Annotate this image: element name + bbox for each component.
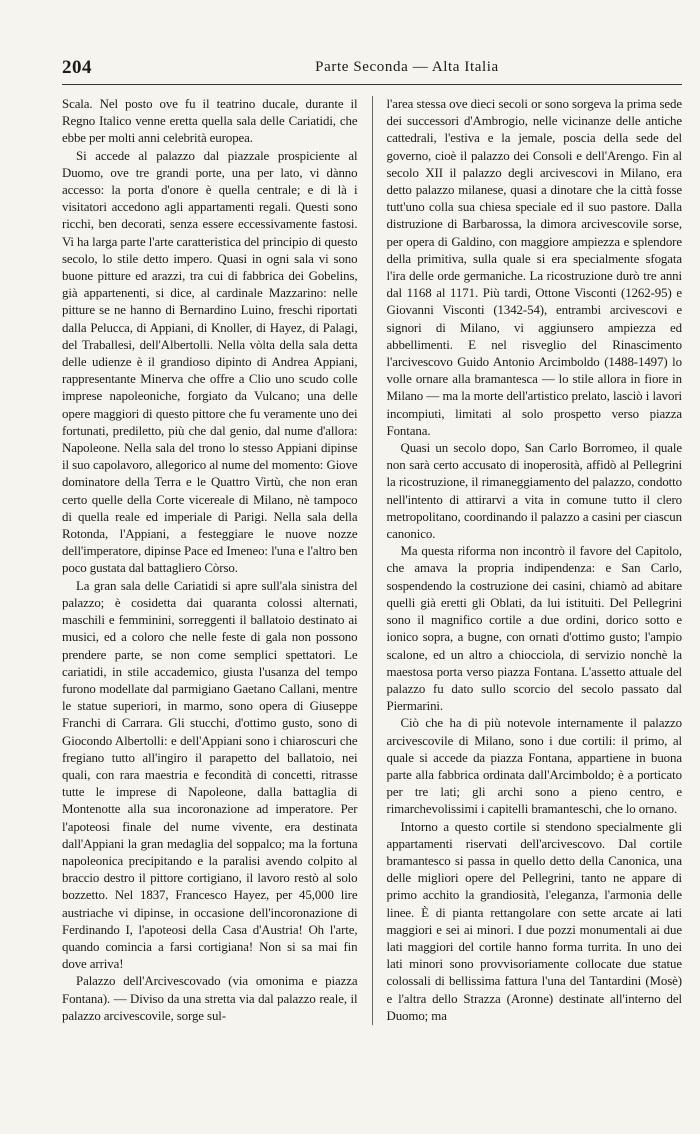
paragraph: La gran sala delle Cariatidi si apre sull'ala sinistra del palazzo; è cosidetta dai quaranta colossi alternati, maschili e femminini, sorreggenti il ballatoio destinato ai musici, ed a coloro che nelle feste di gala non possono prendere parte, se non come semplici spettatori. Le cariatidi, in stile accademico, giusta l'usanza del tempo furono modellate dal parmigiano Gaetano Callani, mentre le statue superiori, in marmo, sono opera di Giuseppe Franchi di Carrara. Gli stucchi, d'ottimo gusto, sono di Giocondo Albertolli: e dell'Appiani sono i chiaroscuri che fregiano tutto all'ingiro il parapetto del ballatoio, nei quali, con rara maestria e fecondità di concetti, ritrasse tutte le imprese di Napoleone, dalla battaglia di Montenotte alla sua incoronazione ad imperatore. Per l'apoteosi finale del nume vivente, era destinata dall'Appiani la gran medaglia del soppalco; ma la fortuna napoleonica precipitando e la paralisi avendo colpito al braccio destro il pittore cortigiano, il lavoro restò al solo bozzetto. Nel 1837, Francesco Hayez, per 45,000 lire austriache vi dipinse, in occasione dell'incoronazione di Ferdinando I, l'apoteosi della Casa d'Austria! Oh l'arte, quando comincia a farsi cortigiana! Non si sa mai fin dove arriva! — [62, 578, 358, 972]
running-head: Parte Seconda — Alta Italia — [315, 59, 499, 75]
paragraph: Si accede al palazzo dal piazzale prospiciente al Duomo, ove tre grandi porte, una per lato, vi dànno accesso: la porta d'onore è quella centrale; e di là i visitatori accedono agli appartamenti regali. Questi sono ricchi, ben decorati, senza essere eccessivamente fastosi. Vi ha larga parte l'arte caratteristica del principio di questo secolo, lo stile detto impero. Quasi in ogni sala vi sono buone pitture ed arazzi, tra cui di fabbrica dei Gobelins, già appartenenti, si dice, al cardinale Mazzarino: nelle pitture se ne hanno di Bernardino Luino, freschi riportati dalla Pelucca, di Appiani, di Knoller, di Hayez, di Palagi, del Traballesi, dell'Albertolli. Nella vòlta della sala detta delle udienze è il grandioso dipinto di Andrea Appiani, rappresentante Minerva che offre a Clio uno scudo colle imprese napoleoniche, forgiato da Vulcano; una delle opere maggiori di questo pittore che fu veramente uno dei fortunati, prediletto, più che dal genio, dal nume d'allora: Napoleone. Nella sala del trono lo stesso Appiani dipinse il suo capolavoro, allegorico al nume del momento: Giove dominatore della Terra e le Quattro Virtù, che non eran certo quelle della Corte vicereale di Milano, nè tampoco di quella reale ed imperiale di Parigi. Nella sala della Rotonda, l'Appiani, a festeggiare le nuove nozze dell'imperatore, dipinse Pace ed Imeneo: l'una e l'altro ben poco gustata dal battagliero Còrso. — [62, 148, 358, 576]
text-columns — [62, 96, 682, 1025]
paragraph: Ma questa riforma non incontrò il favore del Capitolo, che amava la propria indipendenza: e San Carlo, sospendendo la costruzione dei casini, chiamò ad abitare quelli già eretti gli Oblati, da lui istituiti. Del Pellegrini sono il magnifico cortile a due ordini, dorico sotto e ionico sopra, a bugne, con ornati d'ottimo gusto; l'ampio scalone, ed un altro a chiocciola, di servizio nonchè la maestosa porta verso piazza Fontana. L'assetto attuale del palazzo fu dato sullo scorcio del secolo passato dal Piermarini. — [386, 544, 682, 714]
paragraph: l'area stessa ove dieci secoli or sono sorgeva la prima sede dei successori d'Ambrogio, nelle vicinanze delle antiche cattedrali, l'estiva e la jemale, poscia della sede del governo, cioè il palazzo dei Consoli e dell'Arengo. Fin al secolo XII il palazzo degli arcivescovi in Milano, era detto palazzo milanese, quasi a dinotare che la città fosse tutt'uno colla sua chiesa speciale ed il suo pastore. Dalla distruzione di Barbarossa, la dimora arcivescovile sorse, per opera di Galdino, con maggiore ampiezza e splendore della primitiva, sulla quale si era specialmente sfogata l'ira delle orde germaniche. La ricostruzione durò tre anni dal 1168 al 1171. Più tardi, Ottone Visconti (1262-95) e Giovanni Visconti (1342-54), entrambi arcivescovi e signori di Milano, vi aggiunsero ampiezza ed abbellimenti. E nel risveglio del Rinascimento l'arcivescovo Guido Antonio Arcimboldo (1488-1497) lo volle ornare alla bramantesca — lo stile allora in fiore in Milano — ma la morte dell'artistico prelato, lasciò i lavori incompiuti, limitati al solo prospetto verso piazza Fontana. — [386, 97, 682, 438]
right-column — [387, 96, 683, 1025]
paragraph: Quasi un secolo dopo, San Carlo Borromeo, il quale non sarà certo accusato di inoperosità, affidò al Pellegrini la ricostruzione, il rimaneggiamento del palazzo, condotto nell'intento di attirarvi a vita in comune tutto il clero metropolitano, coordinando il palazzo a casini per ciascun canonico. — [386, 441, 682, 542]
header-rule — [62, 84, 682, 85]
paragraph: Ciò che ha di più notevole internamente il palazzo arcivescovile di Milano, sono i due cortili: il primo, al quale si accede da piazza Fontana, appartiene in buona parte alla fabbrica ordinata dall'Arcimboldo; è a porticato per tre lati; gli archi sono a pieno centro, e rimarchevolissimi i capitelli bramanteschi, che lo ornano. — [386, 716, 682, 817]
page-header — [62, 57, 682, 79]
page-number: 204 — [62, 57, 92, 78]
paragraph-palazzo-arcivescovado: Palazzo dell'Arcivescovado (via omonima e piazza Fontana). — Diviso da una stretta via dal palazzo reale, il palazzo arcivescovile, sorge sul- — [62, 974, 358, 1023]
paragraph: Scala. Nel posto ove fu il teatrino ducale, durante il Regno Italico venne eretta quella sala delle Cariatidi, che ebbe per molti anni celebrità europea. — [62, 97, 358, 146]
left-column — [62, 96, 358, 1025]
paragraph: Intorno a questo cortile si stendono specialmente gli appartamenti riservati dell'arcivescovo. Dal cortile bramantesco si passa in quello detto della Canonica, una delle migliori opere del Pellegrini, tanto ne appare di primo acchito la grandiosità, l'eleganza, l'armonia delle linee. È di pianta rettangolare con sette arcate ai lati maggiori e sei ai minori. I due pozzi monumentali ai due lati maggiori del cortile hanno forma turrita. In uno dei lati minori sono provvisoriamente collocate due statue colossali di bellissima fattura l'una del Tantardini (Mosè) e l'altra dello Strazza (Aronne) destinate all'interno del Duomo; ma — [386, 819, 682, 1023]
column-divider — [372, 96, 373, 1025]
